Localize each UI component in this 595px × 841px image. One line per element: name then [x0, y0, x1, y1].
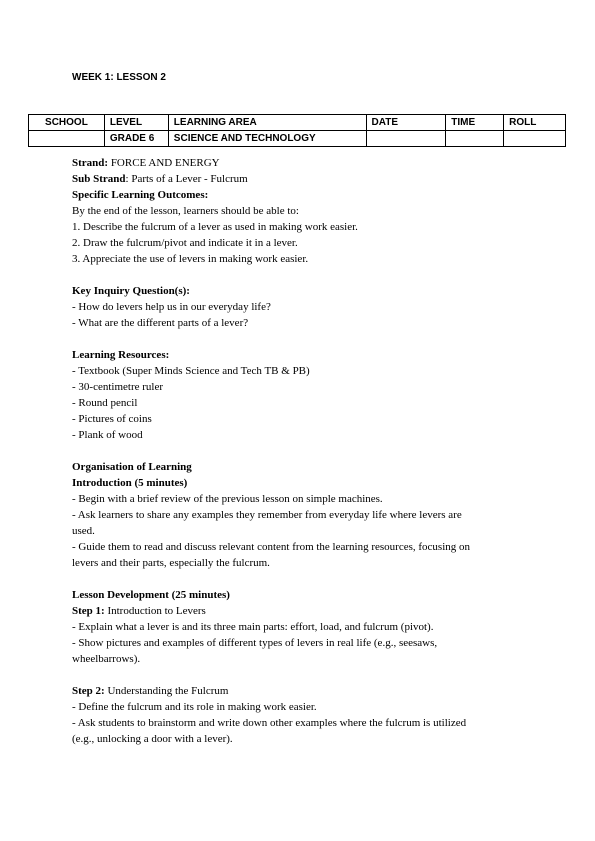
header-cell-level: LEVEL	[104, 115, 168, 131]
resources-heading: Learning Resources:	[72, 349, 170, 361]
strand-label: Strand:	[72, 157, 109, 169]
value-cell-roll	[504, 131, 566, 147]
development-heading: Lesson Development (25 minutes)	[72, 589, 230, 601]
header-cell-learning-area: LEARNING AREA	[168, 115, 366, 131]
value-cell-time	[446, 131, 504, 147]
value-cell-level: GRADE 6	[104, 131, 168, 147]
organisation-heading: Organisation of Learning	[72, 461, 192, 473]
lesson-content	[72, 155, 522, 747]
introduction-item: levers and their parts, especially the fulcrum.	[72, 557, 270, 569]
step1-line	[72, 603, 522, 619]
introduction-item: - Guide them to read and discuss relevant content from the learning resources, focusing on	[72, 541, 471, 553]
resource-item: - Plank of wood	[72, 429, 143, 441]
resource-item: - Round pencil	[72, 397, 138, 409]
step1-label: Step 1:	[72, 605, 105, 617]
inquiry-heading: Key Inquiry Question(s):	[72, 285, 190, 297]
step1-title: Introduction to Levers	[104, 605, 206, 617]
step2-item: - Ask students to brainstorm and write down other examples where the fulcrum is utilized	[72, 717, 467, 729]
sub-strand-label: Sub Strand	[72, 173, 126, 185]
week-lesson-title: WEEK 1: LESSON 2	[72, 72, 166, 83]
value-cell-learning-area: SCIENCE AND TECHNOLOGY	[168, 131, 366, 147]
outcome-item: 1. Describe the fulcrum of a lever as used in making work easier.	[72, 221, 358, 233]
resource-item: - Pictures of coins	[72, 413, 152, 425]
strand-value: FORCE AND ENERGY	[108, 157, 220, 169]
outcomes-intro: By the end of the lesson, learners should be able to:	[72, 205, 299, 217]
inquiry-item: - What are the different parts of a lever?	[72, 317, 249, 329]
sub-strand-line	[72, 171, 522, 187]
introduction-item: - Begin with a brief review of the previous lesson on simple machines.	[72, 493, 383, 505]
outcomes-heading: Specific Learning Outcomes:	[72, 189, 209, 201]
header-cell-roll: ROLL	[504, 115, 566, 131]
introduction-item: - Ask learners to share any examples they remember from everyday life where levers are	[72, 509, 462, 521]
step1-item: - Show pictures and examples of different types of levers in real life (e.g., seesaws,	[72, 637, 438, 649]
header-cell-time: TIME	[446, 115, 504, 131]
step2-line	[72, 683, 522, 699]
header-cell-school: SCHOOL	[29, 115, 105, 131]
step1-item: - Explain what a lever is and its three main parts: effort, load, and fulcrum (pivot).	[72, 621, 434, 633]
resource-item: - 30-centimetre ruler	[72, 381, 164, 393]
outcome-item: 3. Appreciate the use of levers in making work easier.	[72, 253, 309, 265]
introduction-item: used.	[72, 525, 95, 537]
value-cell-school	[29, 131, 105, 147]
header-cell-date: DATE	[366, 115, 446, 131]
inquiry-item: - How do levers help us in our everyday life?	[72, 301, 271, 313]
step2-title: Understanding the Fulcrum	[104, 685, 229, 697]
strand-line	[72, 155, 522, 171]
header-row	[29, 115, 566, 131]
resource-item: - Textbook (Super Minds Science and Tech TB & PB)	[72, 365, 310, 377]
step2-item: (e.g., unlocking a door with a lever).	[72, 733, 233, 745]
outcome-item: 2. Draw the fulcrum/pivot and indicate it in a lever.	[72, 237, 298, 249]
step2-item: - Define the fulcrum and its role in making work easier.	[72, 701, 317, 713]
introduction-heading: Introduction (5 minutes)	[72, 477, 188, 489]
step1-item: wheelbarrows).	[72, 653, 141, 665]
step2-label: Step 2:	[72, 685, 105, 697]
lesson-header-table	[28, 114, 566, 147]
value-row	[29, 131, 566, 147]
value-cell-date	[366, 131, 446, 147]
sub-strand-value: : Parts of a Lever - Fulcrum	[125, 173, 248, 185]
